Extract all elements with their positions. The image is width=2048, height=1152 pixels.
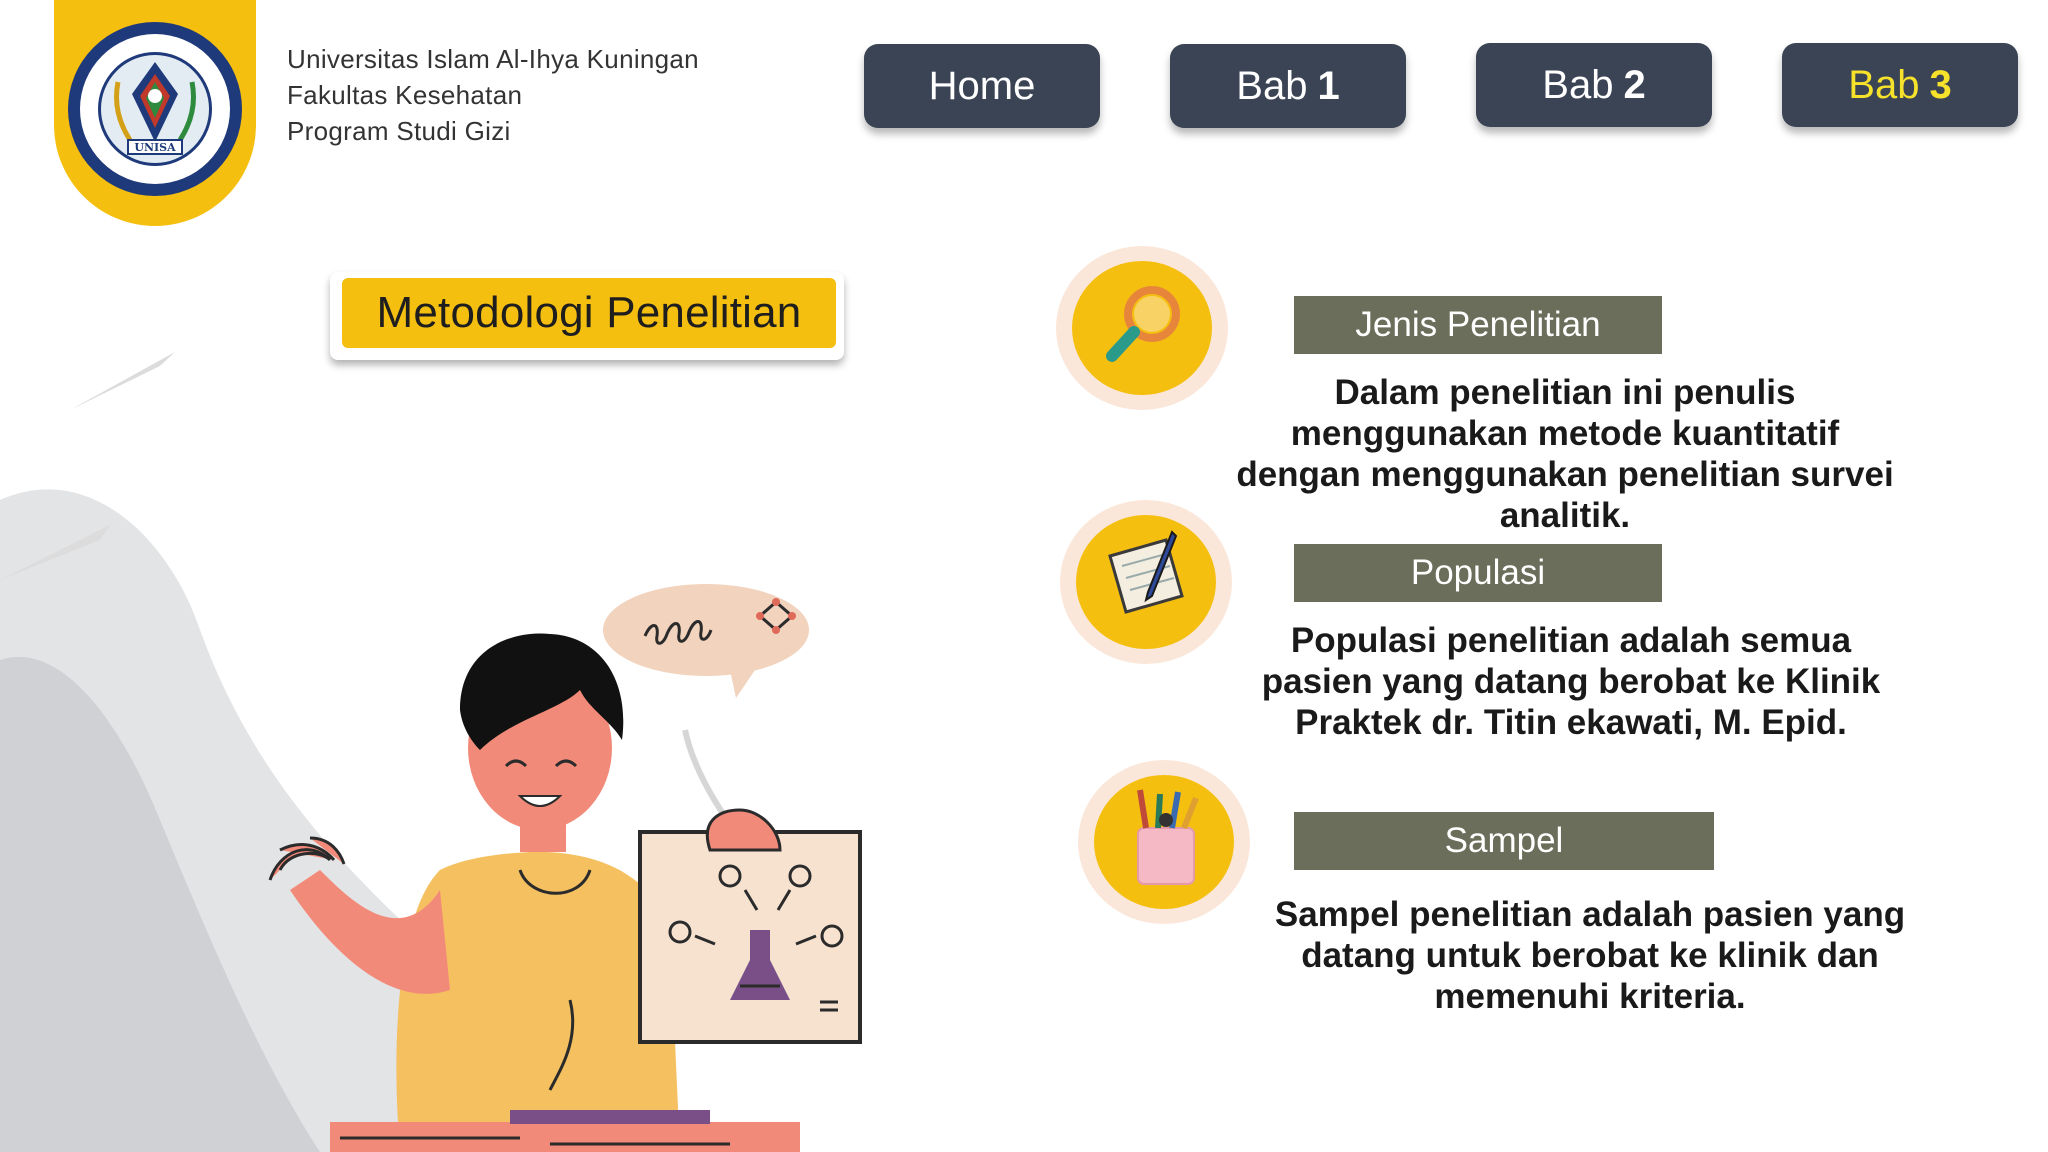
teacher-illustration: [250, 570, 900, 1152]
page-title: Metodologi Penelitian: [342, 278, 836, 348]
section-icon-3: [1078, 760, 1250, 924]
section-icon-1: [1056, 246, 1228, 410]
section-icon-2: [1060, 500, 1232, 664]
svg-text:UNISA: UNISA: [134, 141, 176, 154]
nav-bab1-button[interactable]: Bab 1: [1170, 44, 1406, 128]
section-text-populasi: Populasi penelitian adalah semua pasien yang datang berobat ke Klinik Praktek dr. Titin ekawati, M. Epid.: [1261, 621, 1881, 742]
university-logo: [54, 0, 256, 226]
section-label-jenis-penelitian: Jenis Penelitian: [1294, 296, 1662, 354]
faculty-name: Fakultas Kesehatan: [287, 80, 523, 110]
magnifier-icon: [1096, 276, 1196, 376]
nav-bab3-button[interactable]: Bab 3: [1782, 43, 2018, 127]
section-text-jenis-penelitian: Dalam penelitian ini penulis menggunakan metode kuantitatif dengan menggunakan penelitian survei analitik.: [1236, 373, 1894, 535]
university-name: Universitas Islam Al-Ihya Kuningan: [287, 44, 699, 74]
nav-home-button[interactable]: Home: [864, 44, 1100, 128]
nav-bab2-button[interactable]: Bab 2: [1476, 43, 1712, 127]
program-name: Program Studi Gizi: [287, 116, 511, 146]
notepad-pen-icon: [1096, 526, 1196, 626]
emblem-icon: [68, 22, 242, 196]
section-label-sampel: Sampel: [1294, 812, 1714, 870]
section-label-populasi: Populasi: [1294, 544, 1662, 602]
section-text-sampel: Sampel penelitian adalah pasien yang datang untuk berobat ke klinik dan memenuhi kriteria.: [1274, 895, 1906, 1016]
page-title-card: [330, 272, 844, 360]
pencil-cup-icon: [1116, 784, 1216, 894]
